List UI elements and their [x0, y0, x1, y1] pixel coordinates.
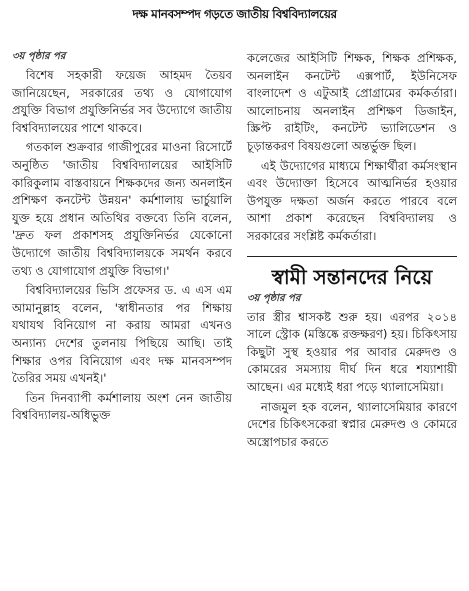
section-divider [247, 256, 457, 257]
left-column [12, 50, 232, 425]
headline: দক্ষ মানবসম্পদ গড়তে জাতীয় বিশ্ববিদ্যালয়ের [132, 7, 337, 21]
paragraph: তিন দিনব্যাপী কর্মশালায় অংশ নেন জাতীয় বিশ্ববিদ্যালয়-অধিভুক্ত [12, 390, 232, 423]
continued-label: ৩য় পৃষ্ঠার পর [247, 292, 301, 304]
continued-label: ৩য় পৃষ্ঠার পর [12, 51, 66, 62]
story-headline: স্বামী সন্তানদের নিয়ে [271, 264, 433, 289]
paragraph: গতকাল শুক্রবার গাজীপুরের মাওনা রিসোর্টে অনুষ্ঠিত 'জাতীয় বিশ্ববিদ্যালয়ের আইসিটি কারিকুলাম বাস্তবায়নে শিক্ষকদের জন্য অনলাইন প্রশিক্ষণ কনটেন্ট উন্নয়ন' কর্মশালায় ভার্চুয়ালি যুক্ত হয়ে প্রধান অতিথির বক্তব্যে তিনি বলেন, 'দ্রুত ফল প্রকাশসহ প্রযুক্তিনির্ভর যেকোনো উদ্যোগে জাতীয় বিশ্ববিদ্যালয়কে সমর্থন করবে তথ্য ও যোগাযোগ প্রযুক্তি বিভাগ।' [12, 140, 232, 278]
paragraph: নাজমুল হক বলেন, থ্যালাসেমিয়ার কারণে দেশের চিকিৎসকেরা স্বপ্নার মেরুদণ্ড ও কোমরে অস্ত্রোপচার করতে [247, 399, 457, 449]
paragraph: কলেজের আইসিটি শিক্ষক, শিক্ষক প্রশিক্ষক, অনলাইন কনটেন্ট এক্সপার্ট, ইউনিসেফ বাংলাদেশ ও এটুআই প্রোগ্রামের কর্মকর্তারা। আলোচনায় অনলাইন প্রশিক্ষণ ডিজাইন, স্ক্রিপ্ট রাইটিং, কনটেন্ট ভ্যালিডেশন ও চূড়ান্তকরণ বিষয়গুলো অন্তর্ভুক্ত ছিল। [247, 51, 457, 153]
right-column [247, 50, 457, 451]
paragraph: বিশ্ববিদ্যালয়ের ভিসি প্রফেসর ড. এ এস এম আমানুল্লাহ বলেন, 'স্বাধীনতার পর শিক্ষায় যথাযথ বিনিয়োগ না করায় আমরা এখনও অন্যান্য দেশের তুলনায় পিছিয়ে আছি। তাই শিক্ষার ওপর বিনিয়োগ এবং দক্ষ মানবসম্পদ তৈরির সময় এখনই।' [12, 283, 232, 386]
paragraph: বিশেষ সহকারী ফয়েজ আহমদ তৈয়ব জানিয়েছেন, সরকারের তথ্য ও যোগাযোগ প্রযুক্তি বিভাগ প্রযুক্তিনির্ভর সব উদ্যোগে জাতীয় বিশ্ববিদ্যালয়ের পাশে থাকবে। [12, 68, 232, 135]
paragraph: তার স্ত্রীর শ্বাসকষ্ট শুরু হয়। এরপর ২০১৪ সালে স্ট্রোক (মস্তিষ্কে রক্তক্ষরণ) হয়। চিকিৎসায় কিছুটা সুস্থ হওয়ার পর আবার মেরুদণ্ড ও কোমরের সমস্যায় দীর্ঘ দিন ধরে শয্যাশায়ী আছেন। এর মধ্যেই ধরা পড়ে থ্যালাসেমিয়া। [247, 309, 457, 394]
paragraph: এই উদ্যোগের মাধ্যমে শিক্ষার্থীরা কর্মসংস্থান এবং উদ্যোক্তা হিসেবে আত্মনির্ভর হওয়ার উপযুক্ত দক্ষতা অর্জন করতে পারবে বলে আশা প্রকাশ করেছেন বিশ্ববিদ্যালয় ও সরকারের সংশ্লিষ্ট কর্মকর্তারা। [247, 158, 457, 243]
